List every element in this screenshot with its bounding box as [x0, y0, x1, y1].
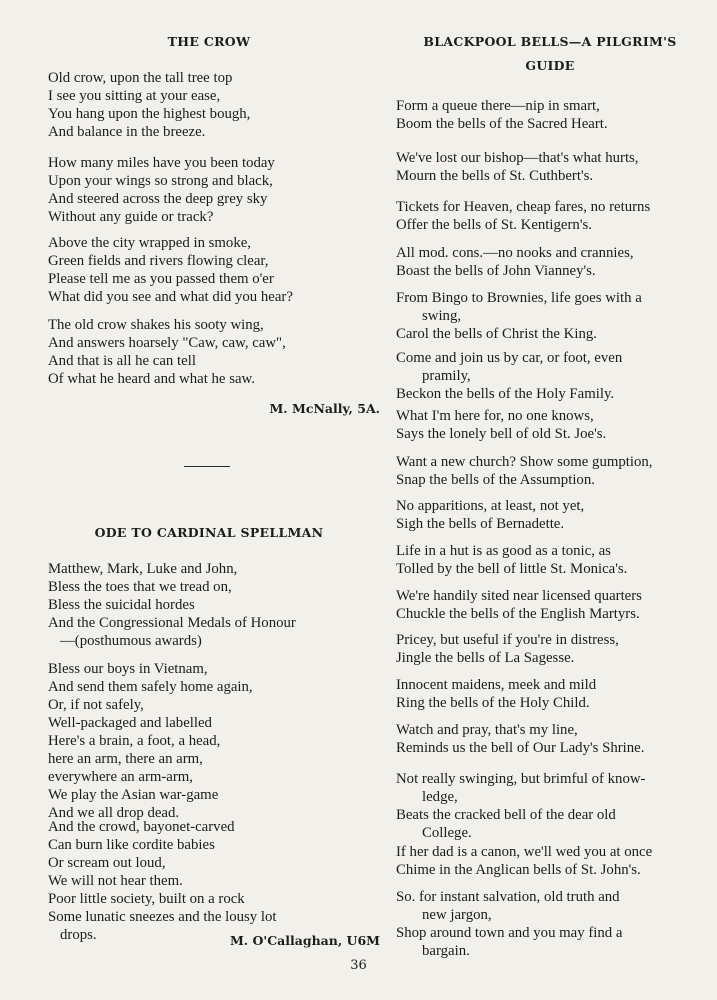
ode-stanza-1: [48, 560, 296, 650]
crow-title: THE CROW: [167, 34, 251, 49]
couplet-stanza: [396, 149, 706, 185]
poem-line: Mourn the bells of St. Cuthbert's.: [396, 168, 594, 184]
couplet-stanza: [396, 497, 706, 533]
poem-line: Boast the bells of John Vianney's.: [396, 263, 596, 279]
poem-line: Poor little society, built on a rock: [48, 891, 245, 907]
poem-line: Carol the bells of Christ the King.: [396, 326, 597, 342]
poem-line: Pricey, but useful if you're in distress,: [396, 632, 619, 648]
poem-line: Or, if not safely,: [48, 697, 144, 713]
poem-line: Tolled by the bell of little St. Monica's.: [396, 561, 628, 577]
poem-line: The old crow shakes his sooty wing,: [48, 317, 264, 333]
poem-line: everywhere an arm-arm,: [48, 769, 194, 785]
poem-line: Some lunatic sneezes and the lousy lot: [48, 909, 277, 925]
poem-line: Well-packaged and labelled: [48, 715, 212, 731]
ode-title: ODE TO CARDINAL SPELLMAN: [94, 525, 324, 540]
poem-line: —(posthumous awards): [60, 633, 202, 649]
couplet-stanza: [396, 244, 706, 280]
poem-line: We've lost our bishop—that's what hurts,: [396, 150, 639, 166]
crow-stanza-1: [48, 69, 250, 141]
ode-stanza-3: [48, 818, 370, 944]
poem-line: Can burn like cordite babies: [48, 837, 215, 853]
poem-line: And we all drop dead.: [48, 805, 180, 821]
poem-line: Chuckle the bells of the English Martyrs.: [396, 606, 640, 622]
poem-line: Please tell me as you passed them o'er: [48, 271, 274, 287]
poem-line: Old crow, upon the tall tree top: [48, 70, 233, 86]
poem-line: Bless the suicidal hordes: [48, 597, 195, 613]
poem-line: Not really swinging, but brimful of know-: [396, 771, 646, 787]
poem-line: Reminds us the bell of Our Lady's Shrine.: [396, 740, 645, 756]
poem-line: swing,: [422, 308, 462, 324]
poem-line: Or scream out loud,: [48, 855, 166, 871]
poem-line: What I'm here for, no one knows,: [396, 408, 594, 424]
poem-line: Above the city wrapped in smoke,: [48, 235, 251, 251]
poem-line: Jingle the bells of La Sagesse.: [396, 650, 575, 666]
couplet-stanza: [396, 542, 706, 578]
poem-line: Ring the bells of the Holy Child.: [396, 695, 590, 711]
poem-line: From Bingo to Brownies, life goes with a: [396, 290, 642, 306]
poem-line: Beckon the bells of the Holy Family.: [396, 386, 615, 402]
poem-line: So. for instant salvation, old truth and: [396, 889, 620, 905]
poem-line: new jargon,: [422, 907, 492, 923]
poem-line: And send them safely home again,: [48, 679, 253, 695]
poem-line: Snap the bells of the Assumption.: [396, 472, 595, 488]
poem-line: Of what he heard and what he saw.: [48, 371, 255, 387]
poem-line: And answers hoarsely "Caw, caw, caw",: [48, 335, 286, 351]
crow-stanza-4: [48, 316, 286, 388]
poem-line: Tickets for Heaven, cheap fares, no returns: [396, 199, 651, 215]
poem-line: Want a new church? Show some gumption,: [396, 454, 653, 470]
poem-line: We play the Asian war-game: [48, 787, 219, 803]
ode-stanza-2: [48, 660, 253, 822]
page-number: 36: [350, 958, 367, 973]
poem-line: Come and join us by car, or foot, even: [396, 350, 623, 366]
poem-line: And the Congressional Medals of Honour: [48, 615, 296, 631]
couplet-stanza: [396, 676, 706, 712]
blackpool-title-line-1: BLACKPOOL BELLS—A PILGRIM'S: [423, 34, 677, 49]
couplet-stanza: [396, 770, 706, 842]
couplet-stanza: [396, 843, 706, 879]
couplet-stanza: [396, 453, 706, 489]
poem-line: And that is all he can tell: [48, 353, 196, 369]
poem-line: ledge,: [422, 789, 458, 805]
couplet-stanza: [396, 407, 706, 443]
poem-line: Innocent maidens, meek and mild: [396, 677, 597, 693]
poem-line: And the crowd, bayonet-carved: [48, 819, 235, 835]
poem-line: We will not hear them.: [48, 873, 183, 889]
poem-line: If her dad is a canon, we'll wed you at once: [396, 844, 653, 860]
ode-author: M. O'Callaghan, U6M: [229, 933, 380, 948]
poem-line: What did you see and what did you hear?: [48, 289, 293, 305]
poem-line: Beats the cracked bell of the dear old: [396, 807, 616, 823]
poem-line: You hang upon the highest bough,: [48, 106, 251, 122]
poem-line: Here's a brain, a foot, a head,: [48, 733, 221, 749]
poem-line: bargain.: [422, 943, 470, 959]
couplet-stanza: [396, 587, 706, 623]
poem-line: Life in a hut is as good as a tonic, as: [396, 543, 611, 559]
poem-line: All mod. cons.—no nooks and crannies,: [396, 245, 634, 261]
blackpool-title-line-2: GUIDE: [525, 58, 575, 73]
crow-author: M. McNally, 5A.: [269, 401, 380, 416]
poem-line: College.: [422, 825, 472, 841]
poem-line: Bless the toes that we tread on,: [48, 579, 232, 595]
couplet-stanza: [396, 631, 706, 667]
poem-line: Chime in the Anglican bells of St. John's.: [396, 862, 641, 878]
poem-line: Without any guide or track?: [48, 209, 214, 225]
couplet-stanza: [396, 721, 706, 757]
couplet-stanza: [396, 198, 706, 234]
couplet-stanza: [396, 888, 706, 960]
crow-stanza-2: [48, 154, 275, 226]
couplet-stanza: [396, 349, 706, 403]
poem-line: Offer the bells of St. Kentigern's.: [396, 217, 592, 233]
poem-line: Green fields and rivers flowing clear,: [48, 253, 269, 269]
poem-line: I see you sitting at your ease,: [48, 88, 221, 104]
poem-line: Bless our boys in Vietnam,: [48, 661, 208, 677]
poem-line: drops.: [60, 927, 97, 943]
poem-line: Says the lonely bell of old St. Joe's.: [396, 426, 607, 442]
poem-line: Form a queue there—nip in smart,: [396, 98, 600, 114]
poem-line: here an arm, there an arm,: [48, 751, 203, 767]
poem-line: And steered across the deep grey sky: [48, 191, 268, 207]
poem-line: No apparitions, at least, not yet,: [396, 498, 585, 514]
poem-line: Shop around town and you may find a: [396, 925, 623, 941]
poem-line: Watch and pray, that's my line,: [396, 722, 578, 738]
crow-stanza-3: [48, 234, 293, 306]
couplet-stanza: [396, 289, 706, 343]
poem-line: We're handily sited near licensed quarters: [396, 588, 642, 604]
poem-line: Matthew, Mark, Luke and John,: [48, 561, 238, 577]
poem-line: Upon your wings so strong and black,: [48, 173, 273, 189]
poem-line: Boom the bells of the Sacred Heart.: [396, 116, 608, 132]
poem-line: And balance in the breeze.: [48, 124, 206, 140]
poem-line: pramily,: [422, 368, 471, 384]
poem-line: How many miles have you been today: [48, 155, 275, 171]
couplet-stanza: [396, 97, 706, 133]
poem-line: Sigh the bells of Bernadette.: [396, 516, 565, 532]
section-divider: [184, 466, 230, 467]
